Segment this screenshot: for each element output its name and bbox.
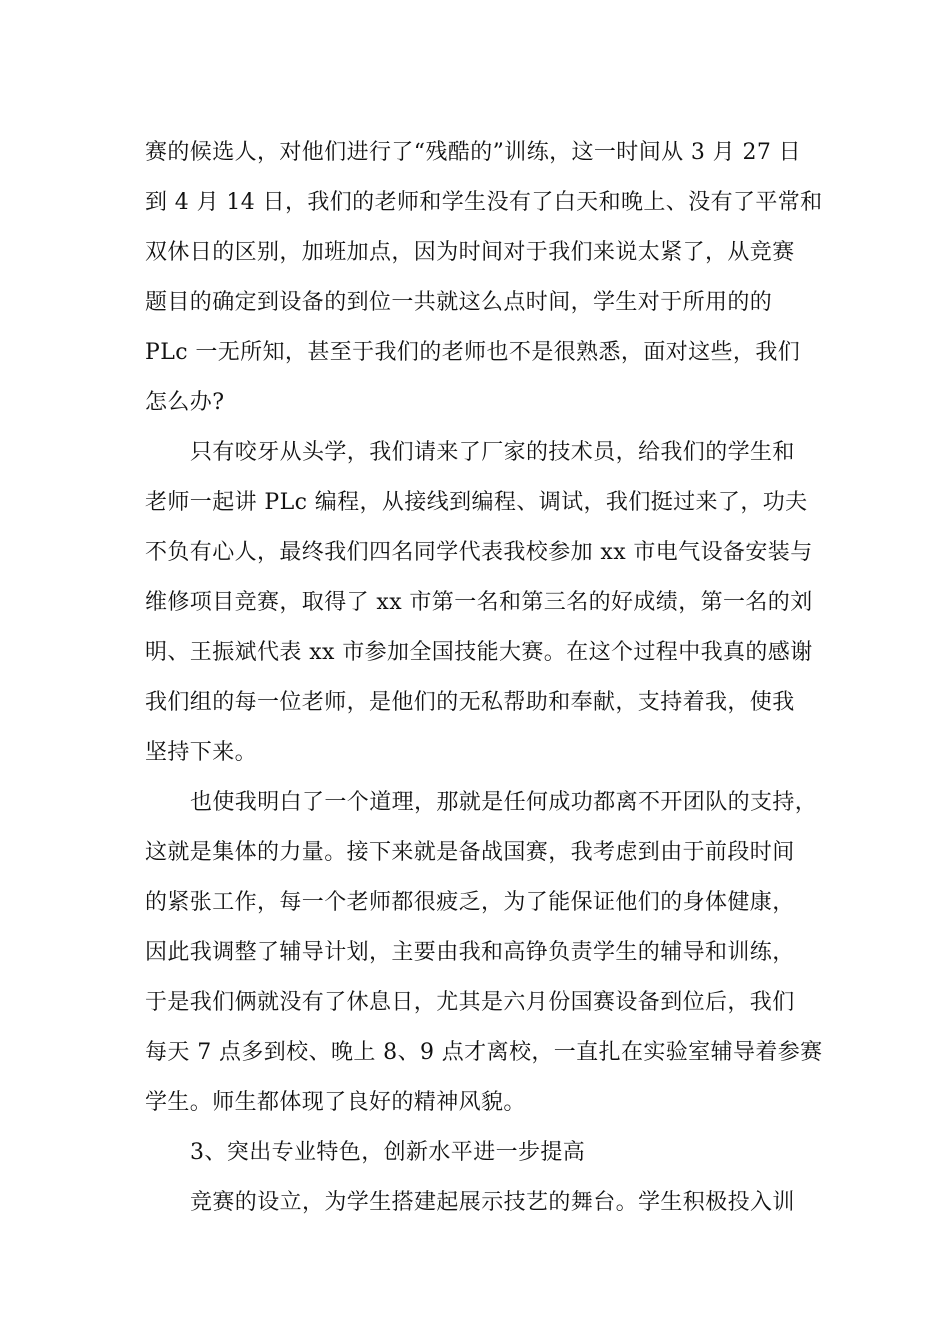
text-line-7: 只有咬牙从头学，我们请来了厂家的技术员，给我们的学生和 <box>190 440 795 465</box>
text-line-22: 竞赛的设立，为学生搭建起展示技艺的舞台。学生积极投入训 <box>190 1190 795 1215</box>
text-line-15: 这就是集体的力量。接下来就是备战国赛，我考虑到由于前段时间 <box>145 840 795 865</box>
text-line-18: 于是我们俩就没有了休息日，尤其是六月份国赛设备到位后，我们 <box>145 990 795 1015</box>
text-line-13: 坚持下来。 <box>145 740 258 765</box>
text-line-10: 维修项目竞赛，取得了 xx 市第一名和第三名的好成绩，第一名的刘 <box>145 590 813 615</box>
text-line-4: 题目的确定到设备的到位一共就这么点时间，学生对于所用的的 <box>145 290 773 315</box>
text-line-17: 因此我调整了辅导计划，主要由我和高铮负责学生的辅导和训练， <box>145 940 795 965</box>
text-line-6: 怎么办? <box>145 390 225 415</box>
text-line-5: PLc 一无所知，甚至于我们的老师也不是很熟悉，面对这些，我们 <box>145 340 801 365</box>
text-line-11: 明、王振斌代表 xx 市参加全国技能大赛。在这个过程中我真的感谢 <box>145 640 813 665</box>
text-line-1: 赛的候选人，对他们进行了“残酷的”训练，这一时间从 3 月 27 日 <box>145 140 802 165</box>
text-line-8: 老师一起讲 PLc 编程，从接线到编程、调试，我们挺过来了，功夫 <box>145 490 808 515</box>
text-line-9: 不负有心人，最终我们四名同学代表我校参加 xx 市电气设备安装与 <box>145 540 813 565</box>
text-line-16: 的紧张工作，每一个老师都很疲乏，为了能保证他们的身体健康， <box>145 890 795 915</box>
text-line-14: 也使我明白了一个道理，那就是任何成功都离不开团队的支持， <box>190 790 818 815</box>
section-heading: 3、突出专业特色，创新水平进一步提高 <box>190 1140 586 1165</box>
text-line-3: 双休日的区别，加班加点，因为时间对于我们来说太紧了，从竞赛 <box>145 240 795 265</box>
text-line-19: 每天 7 点多到校、晚上 8、9 点才离校，一直扎在实验室辅导着参赛 <box>145 1040 823 1065</box>
text-line-20: 学生。师生都体现了良好的精神风貌。 <box>145 1090 526 1115</box>
text-line-12: 我们组的每一位老师，是他们的无私帮助和奉献，支持着我，使我 <box>145 690 795 715</box>
text-line-2: 到 4 月 14 日，我们的老师和学生没有了白天和晚上、没有了平常和 <box>145 190 823 215</box>
